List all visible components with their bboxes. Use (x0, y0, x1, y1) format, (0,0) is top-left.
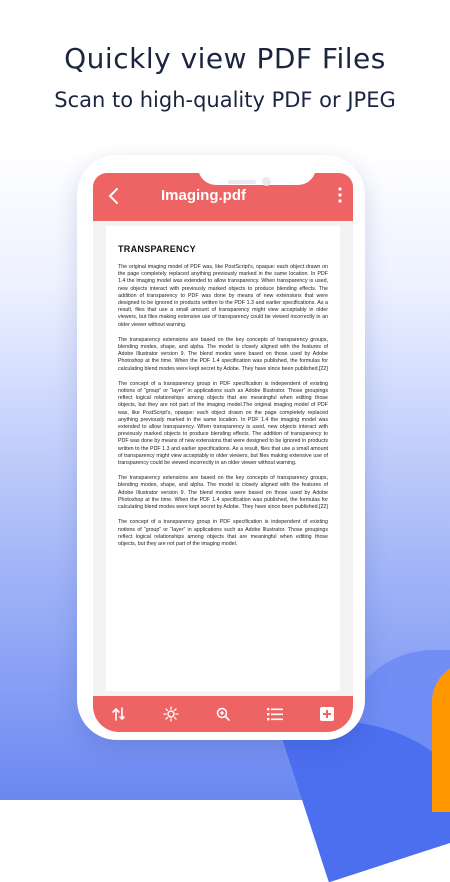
document-title: Imaging.pdf (161, 187, 246, 204)
more-vertical-icon (337, 186, 343, 204)
headline: Quickly view PDF Files (64, 42, 386, 75)
list-icon (266, 706, 284, 722)
paragraph: The transparency extensions are based on the key concepts of transparency groups, blending modes, shape, and alpha. The model is closely aligned with the features of Adobe Illustrator version 9. The blend modes were based on those used by Adobe Photoshop at the time. When the PDF 1.4 specification was published, the formulas for calculating blend modes were kept secret by Adobe. They have since been published.[22] (118, 336, 328, 372)
list-button[interactable] (259, 698, 291, 730)
more-options-button[interactable] (337, 186, 343, 209)
zoom-button[interactable] (207, 698, 239, 730)
phone-camera (262, 177, 271, 186)
subheadline: Scan to high-quality PDF or JPEG (54, 88, 396, 112)
paragraph: The concept of a transparency group in PDF specification is independent of existing notions of “group” or “layer” in applications such as Adobe Illustrator. Those groupings reflect logical relationships among objects that are meaningful when editing those objects, but they are not part of the imaging model.The original imaging model of PDF was, like PostScript’s, opaque: each object drawn on the page completely replaced anything previously marked in the same location. In PDF 1.4 the imaging model was extended to allow transparency. When transparency is used, new objects interact with previously marked objects to produce blending effects. The addition of transparency to PDF was done by means of new extensions that were designed to be ignored in products written to the PDF 1.3 and earlier specifications. As a result, files that use a small amount of transparency might view acceptably in older viewers, but files making extensive use of transparency could be viewed incorrectly in an older viewer without warning. (118, 380, 328, 467)
brightness-button[interactable] (155, 698, 187, 730)
bottom-toolbar (93, 696, 353, 732)
paragraph: The concept of a transparency group in PDF specification is independent of existing notions of “group” or “layer” in applications such as Adobe Illustrator. Those groupings reflect logical relationships among objects that are meaningful when editing those objects, but they are not part of the imaging model. (118, 519, 328, 547)
brightness-icon (163, 706, 179, 722)
decorative-leaf (432, 662, 450, 812)
sort-button[interactable] (103, 698, 135, 730)
paragraph: The original imaging model of PDF was, like PostScript’s, opaque: each object drawn on the page completely replaced anything previously marked in the same location. In PDF 1.4 the imaging model was extended to allow transparency. When transparency is used, new objects interact with previously marked objects to produce blending effects. The addition of transparency to PDF was done by means of new extensions that were designed to be ignored in products written to the PDF 1.3 and earlier specifications. As a result, files that use a small amount of transparency might view acceptably in older viewers, but files making extensive use of transparency could be viewed incorrectly in an older viewer without warning. (118, 264, 328, 328)
paragraph: The transparency extensions are based on the key concepts of transparency groups, blending modes, shape, and alpha. The model is closely aligned with the features of Adobe Illustrator version 9. The blend modes were based on those used by Adobe Photoshop at the time. When the PDF 1.4 specification was published, the formulas for calculating blend modes were kept secret by Adobe. They have since been published.[22] (118, 475, 328, 511)
back-button[interactable] (107, 187, 121, 210)
chevron-left-icon (107, 187, 121, 205)
phone-screen (93, 173, 353, 732)
pdf-page[interactable] (106, 226, 340, 691)
sort-icon (111, 706, 127, 722)
zoom-icon (215, 706, 231, 722)
add-button[interactable] (311, 698, 343, 730)
phone-speaker (228, 180, 256, 184)
add-icon (319, 706, 335, 722)
document-heading: TRANSPARENCY (118, 244, 196, 254)
phone-notch (198, 155, 316, 185)
